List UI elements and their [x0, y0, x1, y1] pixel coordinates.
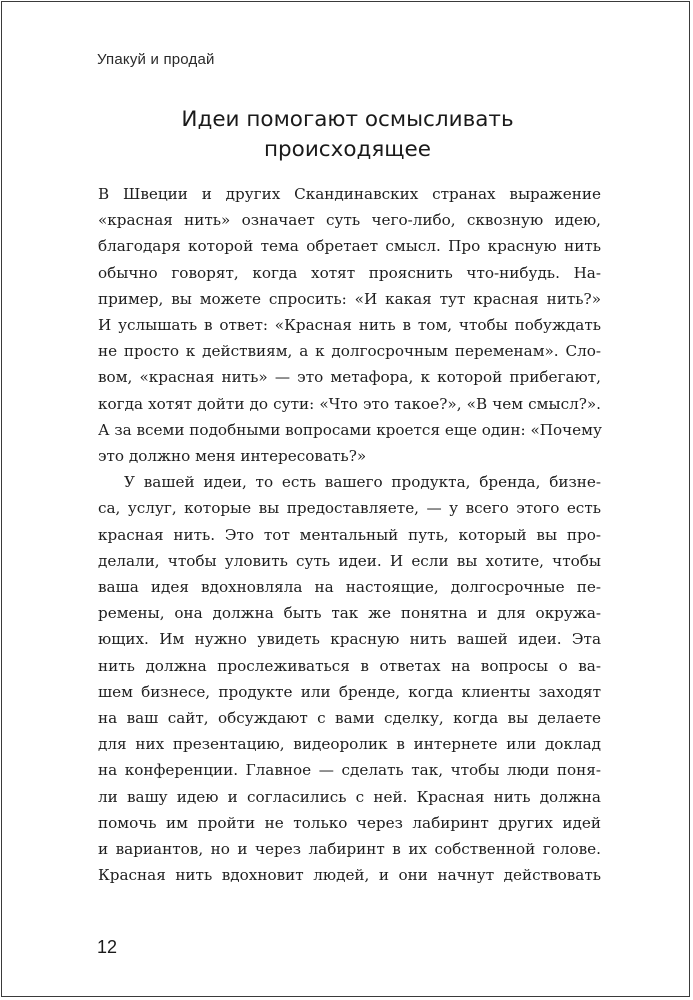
text-line: красная нить. Это тот ментальный путь, который вы про- — [98, 525, 601, 544]
book-page — [1, 1, 690, 997]
paragraph-1 — [98, 181, 601, 469]
text-line: не просто к действиям, а к долгосрочным переменам». Сло- — [98, 342, 601, 361]
text-line: на конференции. Главное — сделать так, чтобы люди поня- — [98, 761, 601, 780]
text-line: Красная нить вдохновит людей, и они начнут действовать — [98, 866, 601, 885]
text-line: ваша идея вдохновляла на настоящие, долгосрочные пе- — [98, 578, 601, 597]
text-line: ремены, она должна быть так же понятна и для окружа- — [98, 604, 601, 623]
text-line: ющих. Им нужно увидеть красную нить вашей идеи. Эта — [98, 630, 601, 649]
text-line: ли вашу идею и согласились с ней. Красная нить должна — [98, 787, 601, 806]
text-line: это должно меня интересовать?» — [98, 447, 367, 466]
text-line: А за всеми подобными вопросами кроется еще один: «Почему — [98, 420, 602, 439]
text-line: са, услуг, которые вы предоставляете, — у всего этого есть — [98, 499, 601, 518]
chapter-title — [62, 105, 633, 165]
text-line: на ваш сайт, обсуждают с вами сделку, когда вы делаете — [98, 709, 601, 728]
text-line: для них презентацию, видеоролик в интернете или доклад — [98, 735, 601, 754]
paragraph-2 — [98, 469, 601, 888]
text-line: делали, чтобы уловить суть идеи. И если вы хотите, чтобы — [98, 551, 601, 570]
text-line: пример, вы можете спросить: «И какая тут красная нить?» — [98, 289, 601, 308]
text-line: нить должна прослеживаться в ответах на вопросы о ва- — [98, 656, 601, 675]
text-line: когда хотят дойти до сути: «Что это такое?», «В чем смысл?». — [98, 394, 601, 413]
text-line: шем бизнесе, продукте или бренде, когда клиенты заходят — [98, 682, 601, 701]
text-line: В Швеции и других Скандинавских странах выражение — [98, 185, 601, 203]
text-line: вом, «красная нить» — это метафора, к которой прибегают, — [98, 368, 601, 387]
chapter-title-line-2: происходящее — [263, 137, 432, 162]
text-line: «красная нить» означает суть чего-либо, сквозную идею, — [98, 211, 601, 230]
text-line: благодаря которой тема обретает смысл. Про красную нить — [98, 237, 601, 256]
chapter-title-line-1: Идеи помогают осмысливать — [181, 107, 514, 132]
text-line: И услышать в ответ: «Красная нить в том, чтобы побуждать — [98, 316, 601, 335]
text-line: помочь им пройти не только через лабиринт других идей — [98, 813, 601, 832]
body-text — [98, 181, 601, 888]
text-line: и вариантов, но и через лабиринт в их собственной голове. — [98, 840, 601, 859]
text-line: У вашей идеи, то есть вашего продукта, бренда, бизне- — [124, 473, 601, 492]
text-line: обычно говорят, когда хотят прояснить что-нибудь. На- — [98, 263, 601, 282]
page-number: 12 — [97, 937, 118, 957]
running-head: Упакуй и продай — [97, 51, 215, 68]
